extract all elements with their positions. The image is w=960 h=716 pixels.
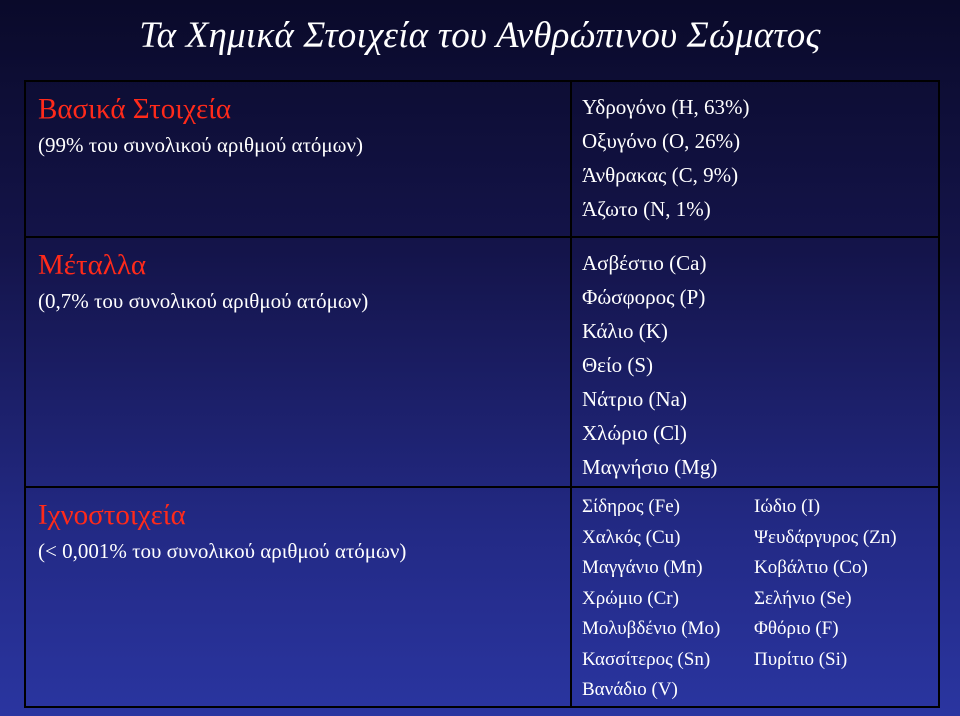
element-item: Χλώριο (Cl) [582, 421, 687, 445]
element-item: Θείο (S) [582, 353, 654, 377]
element-item: Οξυγόνο (O, 26%) [582, 129, 741, 153]
elements-cell-trace [571, 487, 939, 707]
category-cell-metals [25, 237, 571, 487]
category-name-basic: Βασικά Στοιχεία [38, 93, 232, 125]
element-item: Άζωτο (N, 1%) [582, 197, 711, 221]
element-item: Σίδηρος (Fe) [582, 496, 680, 517]
element-item: Ιώδιο (I) [754, 496, 821, 517]
category-name-metals: Μέταλλα [38, 249, 147, 281]
element-item: Βανάδιο (V) [582, 679, 678, 700]
element-item: Χαλκός (Cu) [582, 526, 681, 548]
category-fraction-trace: (< 0,001% του συνολικού αριθμού ατόμων) [38, 539, 407, 563]
category-fraction-metals: (0,7% του συνολικού αριθμού ατόμων) [38, 289, 369, 313]
category-fraction-basic: (99% του συνολικού αριθμού ατόμων) [38, 133, 363, 157]
element-item: Κασσίτερος (Sn) [582, 648, 711, 670]
element-item: Φθόριο (F) [754, 618, 839, 639]
element-item: Μαγνήσιο (Mg) [582, 455, 718, 479]
table-row-trace [25, 487, 939, 707]
element-item: Χρώμιο (Cr) [582, 587, 679, 609]
element-item: Πυρίτιο (Si) [754, 648, 848, 670]
category-cell-trace [25, 487, 571, 707]
table-row-metals [25, 237, 939, 487]
elements-cell-basic [571, 81, 939, 237]
element-item: Κοβάλτιο (Co) [754, 557, 868, 578]
element-item: Άνθρακας (C, 9%) [582, 163, 739, 187]
elements-cell-metals [571, 237, 939, 487]
element-item: Ψευδάργυρος (Zn) [754, 526, 897, 548]
table-row-basic [25, 81, 939, 237]
slide-title: Τα Χημικά Στοιχεία του Ανθρώπινου Σώματος [139, 15, 821, 56]
element-item: Κάλιο (K) [582, 319, 668, 343]
category-cell-basic [25, 81, 571, 237]
element-item: Ασβέστιο (Ca) [582, 251, 707, 275]
element-item: Μολυβδένιο (Mo) [582, 618, 721, 639]
category-name-trace: Ιχνοστοιχεία [38, 499, 186, 531]
element-item: Σελήνιο (Se) [754, 587, 852, 609]
element-item: Μαγγάνιο (Mn) [582, 557, 703, 578]
element-item: Υδρογόνο (H, 63%) [582, 95, 750, 119]
elements-table [24, 80, 940, 708]
element-item: Νάτριο (Na) [582, 387, 687, 411]
element-item: Φώσφορος (P) [582, 285, 706, 309]
